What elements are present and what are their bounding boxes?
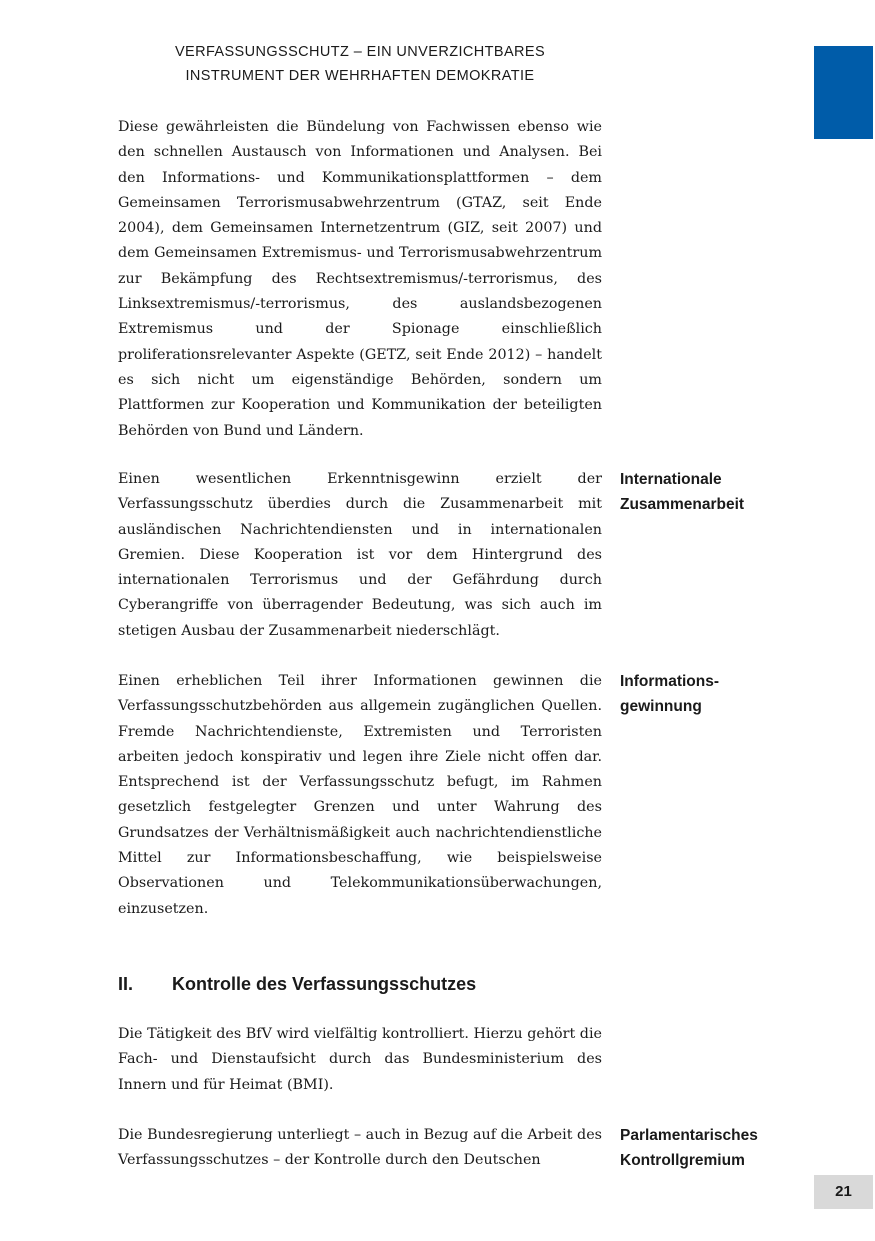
section-number: II. [118,974,134,994]
running-header-line-2: INSTRUMENT DER WEHRHAFTEN DEMOKRATIE [185,68,535,84]
paragraph-federal-government-control: Die Bundesregierung unterliegt – auch in Bezug auf die Arbeit des Verfassungsschutzes – der Kontrolle durch den Deutschen [118,1127,602,1169]
margin-note-line: Parlamentarisches [620,1127,758,1144]
margin-note-information-gathering [620,669,820,719]
paragraph-bfv-control: Die Tätigkeit des BfV wird vielfältig kontrolliert. Hierzu gehört die Fach- und Dienstaufsicht durch das Bundesministerium des Innern und für Heimat (BMI). [118,1026,602,1093]
paragraph-platforms: Diese gewährleisten die Bündelung von Fachwissen ebenso wie den schnellen Austausch von Informationen und Analysen. Bei den Informations- und Kommunikationsplattformen – dem Gemeinsamen Terrorismusabwehrzentrum (GTAZ, seit Ende 2004), dem Gemeinsamen Internetzentrum (GIZ, seit 2007) und dem Gemeinsamen Extremismus- und Terrorismusabwehrzentrum zur Bekämpfung des Rechtsextremismus/-terrorismus, des Linksextremismus/-terrorismus, des auslandsbezogenen Extremismus und der Spionage einschließlich proliferationsrelevanter Aspekte (GETZ, seit Ende 2012) – handelt es sich nicht um eigenständige Behörden, sondern um Plattformen zur Kooperation und Kommunikation der beteiligten Behörden von Bund und Ländern. [118,119,602,439]
running-header [118,40,602,88]
running-header-line-1: VERFASSUNGSSCHUTZ – EIN UNVERZICHTBARES [174,44,546,60]
paragraph-information-gathering: Einen erheblichen Teil ihrer Informationen gewinnen die Verfassungsschutzbehörden aus allgemein zugänglichen Quellen. Fremde Nachrichtendienste, Extremisten und Terroristen arbeiten jedoch konspirativ und legen ihre Ziele nicht offen dar. Entsprechend ist der Verfassungsschutz befugt, im Rahmen gesetzlich festgelegter Grenzen und unter Wahrung des Grundsatzes der Verhältnismäßigkeit auch nachrichtendienstliche Mittel zur Informationsbeschaffung, wie beispielsweise Observationen und Telekommunikationsüberwachungen, einzusetzen. [118,673,602,917]
margin-note-line: Internationale [620,471,722,488]
section-heading [118,970,602,998]
margin-note-line: Informations- [620,673,720,690]
margin-note-line: Zusammenarbeit [620,496,745,513]
margin-note-parliamentary-committee [620,1123,820,1173]
page-number: 21 [814,1175,873,1209]
margin-note-line: Kontrollgremium [620,1152,745,1169]
chapter-color-tab [814,46,873,139]
paragraph-international-cooperation: Einen wesentlichen Erkenntnisgewinn erzielt der Verfassungsschutz überdies durch die Zusammenarbeit mit ausländischen Nachrichtendiensten und in internationalen Gremien. Diese Kooperation ist vor dem Hintergrund des internationalen Terrorismus und der Gefährdung durch Cyberangriffe von überragender Bedeutung, was sich auch im stetigen Ausbau der Zusammenarbeit niederschlägt. [118,471,602,639]
margin-note-line: gewinnung [620,698,702,715]
section-title: Kontrolle des Verfassungsschutzes [172,974,477,994]
margin-note-international-cooperation [620,467,820,517]
